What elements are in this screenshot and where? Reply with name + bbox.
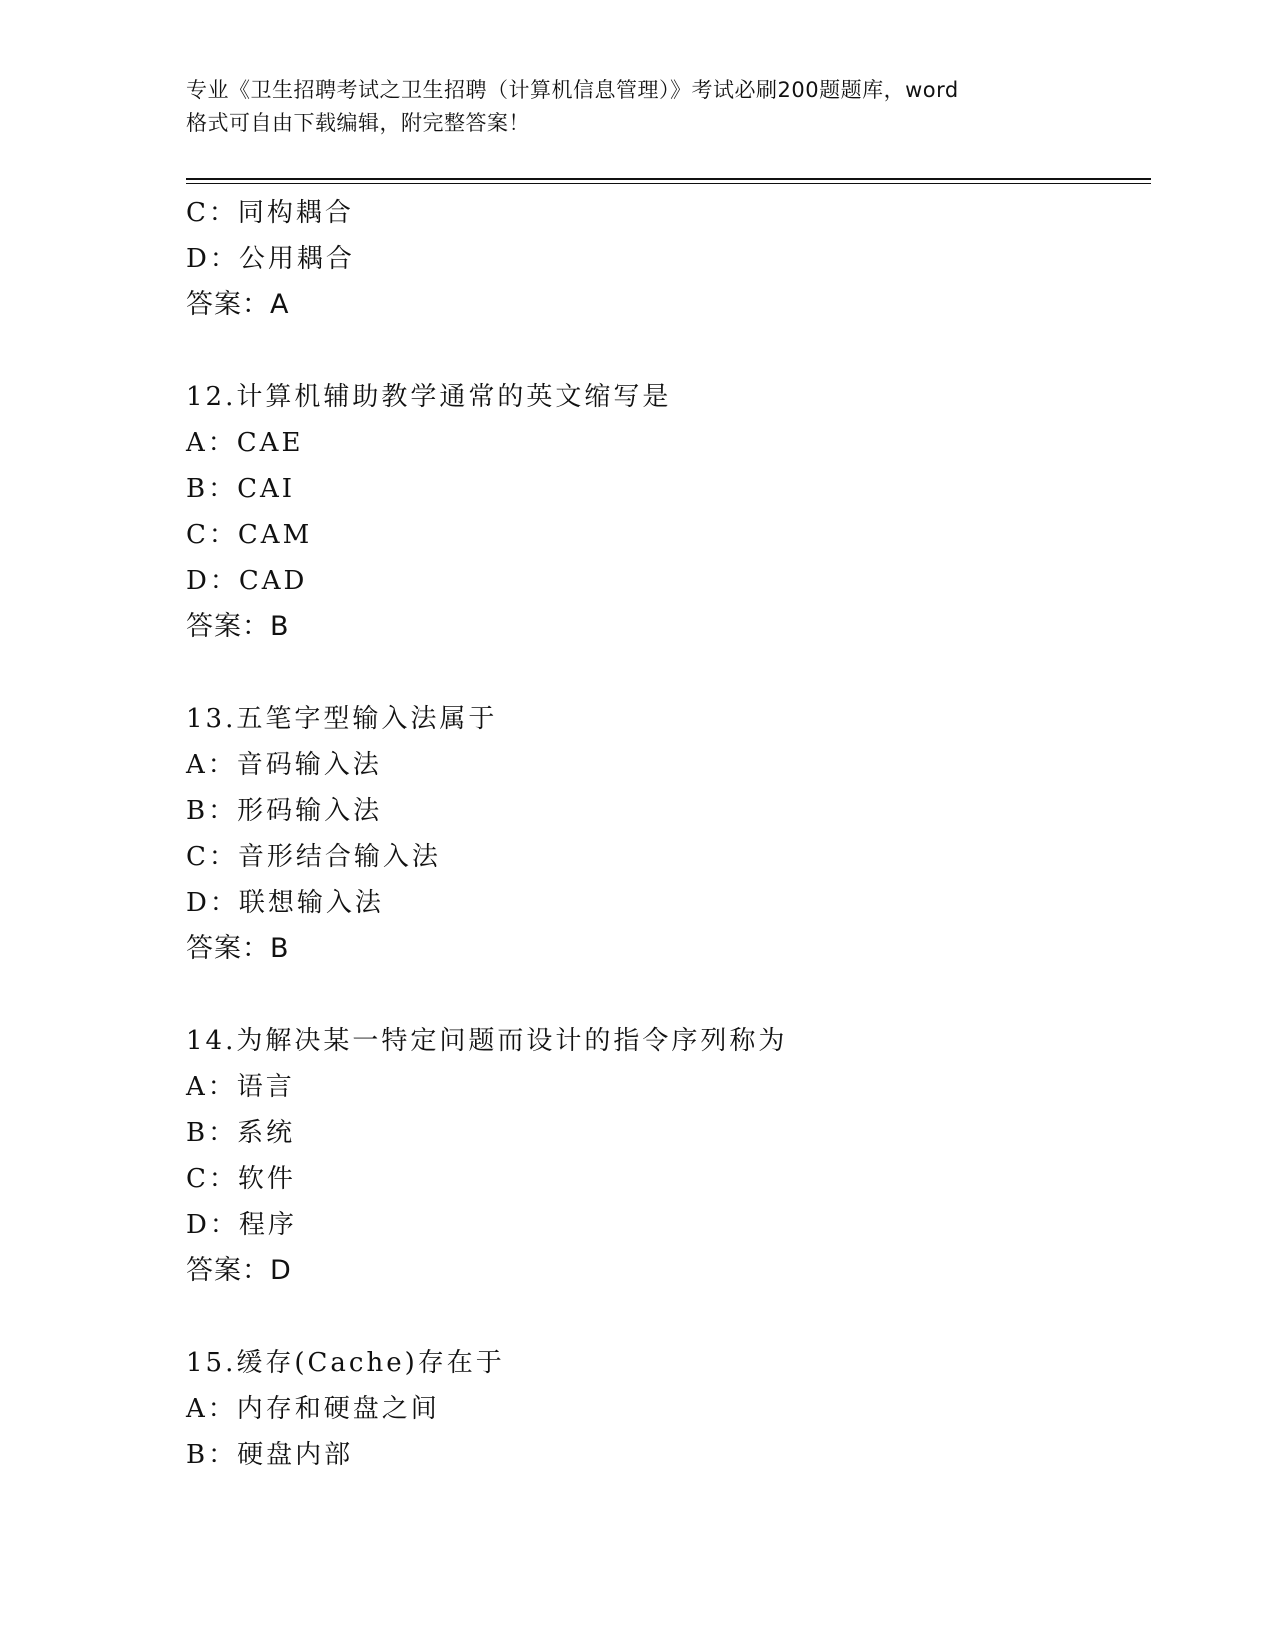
option-d: D：联想输入法	[186, 888, 384, 918]
option-c: C：软件	[186, 1164, 296, 1194]
option-d: D：CAD	[186, 566, 308, 596]
document-header	[186, 74, 1086, 140]
answer-label: 答案：B	[186, 611, 290, 642]
option-b: B：CAI	[186, 474, 296, 504]
question-block-15	[186, 1340, 1146, 1478]
option-c: C：CAM	[186, 520, 313, 550]
question-block-12	[186, 374, 1146, 650]
option-a: A：CAE	[186, 428, 304, 458]
option-c: C：同构耦合	[186, 198, 354, 228]
header-divider-thick	[186, 178, 1151, 180]
option-b: B：硬盘内部	[186, 1440, 354, 1470]
question-text: 15.缓存(Cache)存在于	[186, 1348, 505, 1378]
header-title-line-1: 专业《卫生招聘考试之卫生招聘（计算机信息管理）》考试必刷200题题库，word	[186, 78, 959, 102]
question-block-13	[186, 696, 1146, 972]
question-text: 14.为解决某一特定问题而设计的指令序列称为	[186, 1026, 788, 1056]
spacer	[186, 650, 1146, 696]
answer-label: 答案：B	[186, 933, 290, 964]
question-list	[186, 190, 1146, 1478]
question-block-14	[186, 1018, 1146, 1294]
answer-label: 答案：A	[186, 289, 290, 320]
answer-label: 答案：D	[186, 1255, 292, 1286]
question-block-11	[186, 190, 1146, 328]
spacer	[186, 328, 1146, 374]
option-b: B：系统	[186, 1118, 296, 1148]
option-b: B：形码输入法	[186, 796, 383, 826]
option-a: A：音码输入法	[186, 750, 382, 780]
spacer	[186, 1294, 1146, 1340]
option-d: D：公用耦合	[186, 244, 355, 274]
question-text: 13.五笔字型输入法属于	[186, 704, 498, 734]
option-c: C：音形结合输入法	[186, 842, 441, 872]
header-divider-thin	[186, 183, 1151, 184]
option-d: D：程序	[186, 1210, 297, 1240]
option-a: A：语言	[186, 1072, 295, 1102]
header-title-line-2: 格式可自由下载编辑，附完整答案！	[186, 111, 530, 135]
spacer	[186, 972, 1146, 1018]
question-text: 12.计算机辅助教学通常的英文缩写是	[186, 382, 672, 412]
option-a: A：内存和硬盘之间	[186, 1394, 440, 1424]
